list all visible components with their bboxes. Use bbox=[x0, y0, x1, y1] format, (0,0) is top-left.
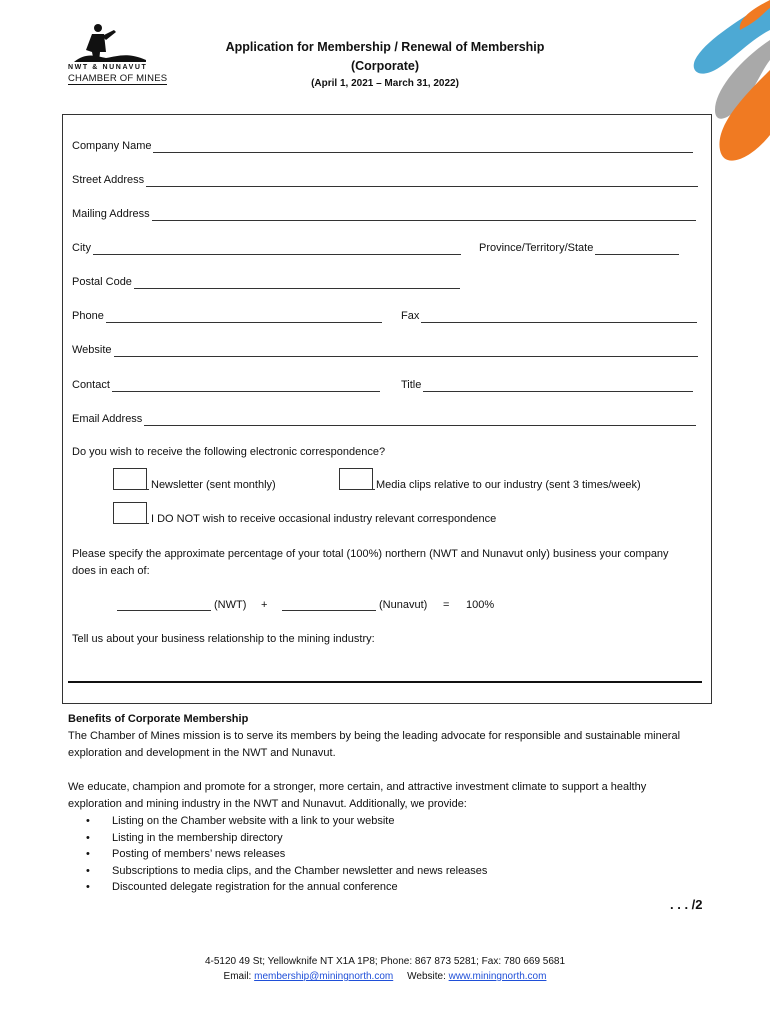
contact-input[interactable] bbox=[112, 380, 380, 392]
company-name-label: Company Name bbox=[72, 140, 152, 152]
newsletter-checkbox-underline bbox=[113, 489, 149, 490]
footer-website-link[interactable]: www.miningnorth.com bbox=[448, 971, 547, 982]
province-input[interactable] bbox=[595, 243, 679, 255]
footer-email-link[interactable]: membership@miningnorth.com bbox=[254, 971, 394, 982]
website-field[interactable] bbox=[72, 343, 698, 357]
city-label: City bbox=[72, 242, 91, 254]
benefits-section bbox=[68, 711, 680, 896]
street-address-label: Street Address bbox=[72, 174, 145, 186]
title-label: Title bbox=[401, 379, 422, 391]
footer-address: 4-5120 49 St; Yellowknife NT X1A 1P8; Phone: 867 873 5281; Fax: 780 669 5681 bbox=[204, 956, 566, 967]
percentage-question-line2: does in each of: bbox=[72, 565, 150, 577]
city-input[interactable] bbox=[93, 243, 461, 255]
list-item: • Listing on the Chamber website with a link to your website bbox=[68, 813, 680, 830]
nwt-label: (NWT) bbox=[214, 599, 247, 611]
mailing-address-label: Mailing Address bbox=[72, 208, 150, 220]
website-label: Website bbox=[72, 344, 112, 356]
application-form-box bbox=[62, 114, 712, 704]
equals-sign: = bbox=[443, 599, 450, 611]
benefits-para2-line2: exploration and mining industry in the NWT and Nunavut. Additionally, we provide: bbox=[68, 798, 467, 810]
footer-contact bbox=[0, 969, 770, 984]
province-field[interactable] bbox=[479, 241, 679, 255]
media-clips-checkbox[interactable] bbox=[339, 468, 373, 489]
mailing-address-input[interactable] bbox=[152, 209, 696, 221]
postal-code-label: Postal Code bbox=[72, 276, 132, 288]
footer-website-label: Website: bbox=[407, 971, 446, 982]
street-address-field[interactable] bbox=[72, 173, 698, 187]
mailing-address-field[interactable] bbox=[72, 207, 696, 221]
email-label: Email Address bbox=[72, 413, 143, 425]
relationship-question: Tell us about your business relationship to the mining industry: bbox=[72, 633, 375, 645]
list-item: • Subscriptions to media clips, and the Chamber newsletter and news releases bbox=[68, 863, 680, 880]
email-field[interactable] bbox=[72, 412, 696, 426]
company-name-input[interactable] bbox=[153, 141, 693, 153]
postal-code-input[interactable] bbox=[134, 277, 460, 289]
form-subtitle: (Corporate) bbox=[350, 59, 420, 73]
total-percentage: 100% bbox=[466, 599, 495, 611]
newsletter-checkbox[interactable] bbox=[113, 468, 147, 489]
website-input[interactable] bbox=[114, 345, 698, 357]
benefits-list bbox=[68, 813, 680, 896]
percentage-question-line1: Please specify the approximate percentage of your total (100%) northern (NWT and Nunavut only) business your company bbox=[72, 548, 669, 560]
newsletter-option-label: Newsletter (sent monthly) bbox=[151, 479, 276, 491]
benefits-para2-line1: We educate, champion and promote for a stronger, more certain, and attractive investment climate to support a healthy bbox=[68, 781, 647, 793]
benefits-para1-line1: The Chamber of Mines mission is to serve its members by being the leading advocate for responsible and sustainable mineral bbox=[68, 730, 681, 742]
street-address-input[interactable] bbox=[146, 175, 698, 187]
company-name-field[interactable] bbox=[72, 139, 693, 153]
fax-field[interactable] bbox=[401, 309, 697, 323]
relationship-answer-line[interactable] bbox=[68, 681, 702, 683]
nwt-percentage-input[interactable] bbox=[117, 599, 211, 611]
nunavut-label: (Nunavut) bbox=[379, 599, 428, 611]
form-title: Application for Membership / Renewal of Membership bbox=[225, 40, 545, 54]
province-label: Province/Territory/State bbox=[479, 242, 594, 254]
nunavut-percentage-input[interactable] bbox=[282, 599, 376, 611]
list-item: • Listing in the membership directory bbox=[68, 830, 680, 847]
opt-out-option-label: I DO NOT wish to receive occasional industry relevant correspondence bbox=[151, 513, 497, 525]
list-item: • Discounted delegate registration for the annual conference bbox=[68, 879, 680, 896]
media-clips-option-label: Media clips relative to our industry (sent 3 times/week) bbox=[376, 479, 641, 491]
opt-out-checkbox-underline bbox=[113, 523, 149, 524]
phone-field[interactable] bbox=[72, 309, 382, 323]
media-clips-checkbox-underline bbox=[339, 489, 375, 490]
contact-label: Contact bbox=[72, 379, 110, 391]
city-field[interactable] bbox=[72, 241, 461, 255]
list-item: • Posting of members’ news releases bbox=[68, 846, 680, 863]
fax-label: Fax bbox=[401, 310, 420, 322]
title-input[interactable] bbox=[423, 380, 693, 392]
fax-input[interactable] bbox=[421, 311, 697, 323]
postal-code-field[interactable] bbox=[72, 275, 460, 289]
logo-text-region: NWT & NUNAVUT bbox=[68, 64, 148, 71]
footer-email-label: Email: bbox=[223, 971, 252, 982]
page-marker: . . . /2 bbox=[670, 897, 703, 912]
phone-label: Phone bbox=[72, 310, 104, 322]
benefits-para1-line2: exploration and development in the NWT and Nunavut. bbox=[68, 747, 336, 759]
correspondence-question: Do you wish to receive the following electronic correspondence? bbox=[72, 446, 386, 458]
plus-sign: + bbox=[261, 599, 268, 611]
membership-period: (April 1, 2021 – March 31, 2022) bbox=[311, 78, 459, 89]
opt-out-checkbox[interactable] bbox=[113, 502, 147, 523]
contact-field[interactable] bbox=[72, 378, 380, 392]
phone-input[interactable] bbox=[106, 311, 382, 323]
benefits-heading: Benefits of Corporate Membership bbox=[68, 713, 249, 725]
title-field[interactable] bbox=[401, 378, 693, 392]
logo-text-name: CHAMBER OF MINES bbox=[68, 73, 168, 84]
email-input[interactable] bbox=[144, 414, 696, 426]
